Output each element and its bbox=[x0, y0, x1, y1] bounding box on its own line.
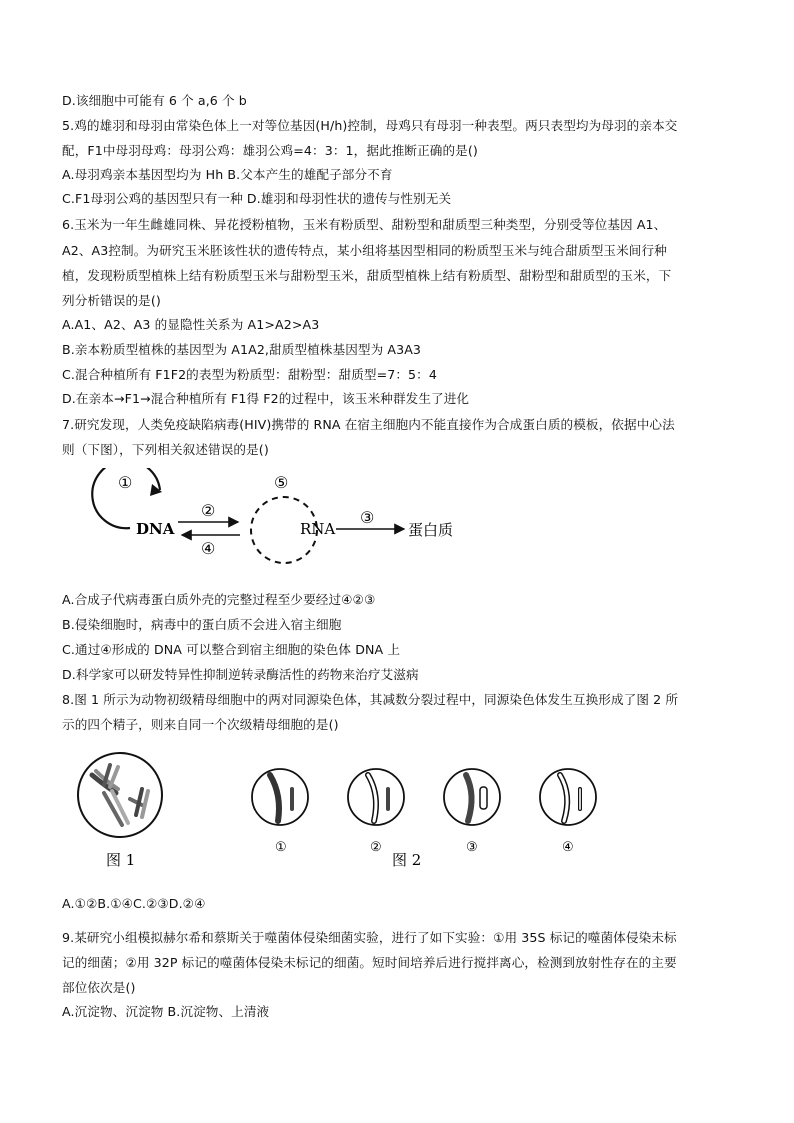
question-9-options: A.沉淀物、沉淀物 B.沉淀物、上清液 bbox=[62, 1004, 270, 1019]
question-7-option-b: B.侵染细胞时，病毒中的蛋白质不会进入宿主细胞 bbox=[62, 617, 342, 632]
question-6-stem-4: 列分析错误的是() bbox=[62, 293, 161, 308]
sperm-1 bbox=[252, 769, 308, 825]
label-circle-1: ① bbox=[118, 473, 133, 492]
question-8-stem-2: 示的四个精子，则来自同一个次级精母细胞的是() bbox=[62, 717, 339, 732]
question-6-option-a: A.A1、A2、A3 的显隐性关系为 A1>A2>A3 bbox=[62, 317, 320, 332]
question-8-options: A.①②B.①④C.②③D.②④ bbox=[62, 896, 206, 911]
sperm-label-4: ④ bbox=[562, 840, 574, 855]
question-7-stem: 7.研究发现，人类免疫缺陷病毒(HIV)携带的 RNA 在宿主细胞内不能直接作为合成蛋白质的模板，依据中心法 bbox=[62, 417, 675, 432]
question-9-stem: 9.某研究小组模拟赫尔希和蔡斯关于噬菌体侵染细菌实验，进行了如下实验：①用 35S 标记的噬菌体侵染未标 bbox=[62, 930, 677, 945]
meiosis-figures bbox=[70, 745, 630, 875]
figure-2-label: 图 2 bbox=[392, 851, 422, 869]
question-6-option-d: D.在亲本→F1→混合种植所有 F1得 F2的过程中，该玉米种群发生了进化 bbox=[62, 391, 470, 406]
sperm-2 bbox=[348, 769, 404, 825]
question-6-stem: 6.玉米为一年生雌雄同株、异花授粉植物，玉米有粉质型、甜粉型和甜质型三种类型，分别受等位基因 A1、 bbox=[62, 217, 667, 232]
figure-1-label: 图 1 bbox=[106, 851, 136, 869]
option-d-q4: D.该细胞中可能有 6 个 a,6 个 b bbox=[62, 93, 247, 108]
question-7-option-d: D.科学家可以研发特异性抑制逆转录酶活性的药物来治疗艾滋病 bbox=[62, 667, 419, 682]
question-7-option-a: A.合成子代病毒蛋白质外壳的完整过程至少要经过④②③ bbox=[62, 592, 376, 607]
question-9-stem-3: 部位依次是() bbox=[62, 980, 136, 995]
sperm-label-2: ② bbox=[370, 840, 382, 855]
question-6-stem-2: A2、A3控制。为研究玉米胚该性状的遗传特点，某小组将基因型相同的粉质型玉米与纯合甜质型玉米间行种 bbox=[62, 243, 667, 258]
question-6-stem-3: 植，发现粉质型植株上结有粉质型玉米与甜粉型玉米，甜质型植株上结有粉质型、甜粉型和甜质型的玉米，下 bbox=[62, 268, 672, 283]
question-5-stem: 5.鸡的雄羽和母羽由常染色体上一对等位基因(H/h)控制，母鸡只有母羽一种表型。两只表型均为母羽的亲本交 bbox=[62, 118, 678, 133]
dna-label: DNA bbox=[136, 520, 175, 538]
sperm-label-1: ① bbox=[275, 840, 287, 855]
question-6-option-c: C.混合种植所有 F1F2的表型为粉质型：甜粉型：甜质型=7：5：4 bbox=[62, 367, 437, 382]
rna-label: RNA bbox=[300, 520, 336, 538]
figure-1-cell bbox=[78, 753, 162, 837]
sperm-label-3: ③ bbox=[466, 840, 478, 855]
question-7-option-c: C.通过④形成的 DNA 可以整合到宿主细胞的染色体 DNA 上 bbox=[62, 642, 401, 657]
question-5-options-cd: C.F1母羽公鸡的基因型只有一种 D.雄羽和母羽性状的遗传与性别无关 bbox=[62, 191, 452, 206]
question-5-options-ab: A.母羽鸡亲本基因型均为 Hh B.父本产生的雄配子部分不育 bbox=[62, 167, 393, 182]
question-6-option-b: B.亲本粉质型植株的基因型为 A1A2,甜质型植株基因型为 A3A3 bbox=[62, 342, 422, 357]
label-circle-3: ③ bbox=[360, 508, 375, 527]
label-circle-5: ⑤ bbox=[274, 473, 289, 492]
sperm-3 bbox=[444, 769, 500, 825]
question-5-stem-2: 配，F1中母羽母鸡：母羽公鸡：雄羽公鸡=4：3：1，据此推断正确的是() bbox=[62, 143, 478, 158]
central-dogma-diagram bbox=[78, 468, 478, 578]
question-7-stem-2: 则（下图），下列相关叙述错误的是() bbox=[62, 442, 269, 457]
label-circle-4: ④ bbox=[201, 539, 216, 558]
question-8-stem: 8.图 1 所示为动物初级精母细胞中的两对同源染色体，其减数分裂过程中，同源染色体发生互换形成了图 2 所 bbox=[62, 692, 679, 707]
protein-label: 蛋白质 bbox=[408, 521, 454, 539]
label-circle-2: ② bbox=[201, 501, 216, 520]
question-9-stem-2: 记的细菌；②用 32P 标记的噬菌体侵染未标记的细菌。短时间培养后进行搅拌离心，检测到放射性存在的主要 bbox=[62, 955, 677, 970]
sperm-4 bbox=[540, 769, 596, 825]
